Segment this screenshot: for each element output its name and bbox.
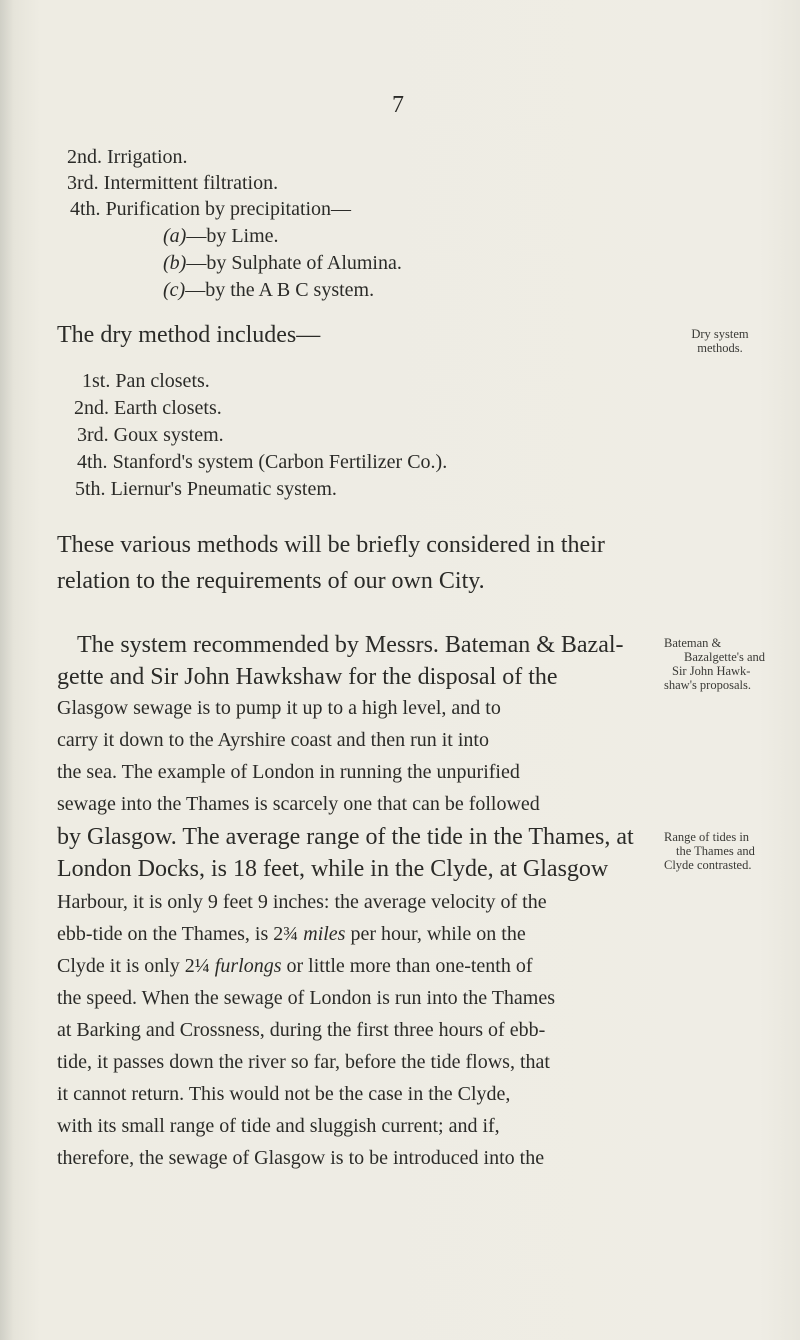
list-item-text: Earth closets. xyxy=(114,397,222,419)
list-item-text: Goux system. xyxy=(113,424,224,446)
paragraph-line: with its small range of tide and sluggish current; and if, xyxy=(57,1115,500,1137)
list-item-text: Stanford's system (Carbon Fertilizer Co.). xyxy=(112,451,448,473)
list-item-number: 3rd. xyxy=(67,172,99,194)
list-item-text: Intermittent filtration. xyxy=(103,172,279,194)
paragraph-line: These various methods will be briefly considered in their xyxy=(57,532,605,558)
list-item-number: 3rd. xyxy=(77,424,109,446)
list-item xyxy=(75,478,337,501)
sub-list-item xyxy=(163,279,374,302)
list-item xyxy=(67,146,188,169)
margin-note-dry-system: Dry system methods. xyxy=(691,327,749,355)
margin-note-tides: Range of tides in the Thames and Clyde contrasted. xyxy=(664,830,755,872)
paragraph-line: sewage into the Thames is scarcely one that can be followed xyxy=(57,793,540,815)
list-item-text: Pan closets. xyxy=(115,370,210,392)
list-item xyxy=(82,370,210,393)
paragraph-line: relation to the requirements of our own City. xyxy=(57,568,485,594)
dry-method-heading: The dry method includes— xyxy=(57,322,321,348)
paragraph-line: Glasgow sewage is to pump it up to a high level, and to xyxy=(57,697,501,719)
margin-note-bateman: Bateman & Bazalgette's and Sir John Hawk- shaw's proposals. xyxy=(664,636,766,692)
list-item-number: 2nd. xyxy=(74,397,109,419)
page-number: 7 xyxy=(392,92,404,118)
paragraph-line: by Glasgow. The average range of the tide in the Thames, at xyxy=(57,824,634,850)
sub-list-text: —by the A B C system. xyxy=(185,279,375,301)
list-item-text: Irrigation. xyxy=(107,146,188,168)
list-item-number: 4th. xyxy=(77,451,108,473)
list-item-number: 2nd. xyxy=(67,146,102,168)
sub-list-text: —by Lime. xyxy=(186,225,279,247)
list-item xyxy=(67,172,278,195)
list-item-text: Liernur's Pneumatic system. xyxy=(110,478,337,500)
sub-list-item xyxy=(163,225,279,248)
sub-list-text: —by Sulphate of Alumina. xyxy=(186,252,402,274)
paragraph-line: therefore, the sewage of Glasgow is to be introduced into the xyxy=(57,1147,545,1169)
paragraph-line: the speed. When the sewage of London is run into the Thames xyxy=(57,987,556,1009)
list-item-text: Purification by precipitation— xyxy=(105,198,352,220)
sub-list-label: (c) xyxy=(163,279,186,301)
list-item xyxy=(74,397,222,420)
list-item xyxy=(70,198,351,221)
paragraph-line: Clyde it is only 2¼ furlongs or little more than one-tenth of xyxy=(57,955,533,977)
paragraph-line: ebb-tide on the Thames, is 2¾ miles per hour, while on the xyxy=(57,923,526,945)
list-item-number: 1st. xyxy=(82,370,111,392)
paragraph-line: London Docks, is 18 feet, while in the Clyde, at Glasgow xyxy=(57,856,609,882)
list-item xyxy=(77,451,447,474)
paragraph-line: carry it down to the Ayrshire coast and then run it into xyxy=(57,729,489,751)
sub-list-label: (a) xyxy=(163,225,187,247)
list-item-number: 5th. xyxy=(75,478,106,500)
paragraph-line: tide, it passes down the river so far, before the tide flows, that xyxy=(57,1051,550,1073)
paragraph-line: at Barking and Crossness, during the first three hours of ebb- xyxy=(57,1019,546,1041)
sub-list-label: (b) xyxy=(163,252,187,274)
list-item-number: 4th. xyxy=(70,198,101,220)
paragraph-line: The system recommended by Messrs. Bateman & Bazal- xyxy=(77,632,624,658)
paragraph-line: it cannot return. This would not be the case in the Clyde, xyxy=(57,1083,511,1105)
list-item xyxy=(77,424,224,447)
paragraph-line: the sea. The example of London in running the unpurified xyxy=(57,761,520,783)
paragraph-line: Harbour, it is only 9 feet 9 inches: the average velocity of the xyxy=(57,891,547,913)
sub-list-item xyxy=(163,252,402,275)
paragraph-line: gette and Sir John Hawkshaw for the disposal of the xyxy=(57,664,558,690)
